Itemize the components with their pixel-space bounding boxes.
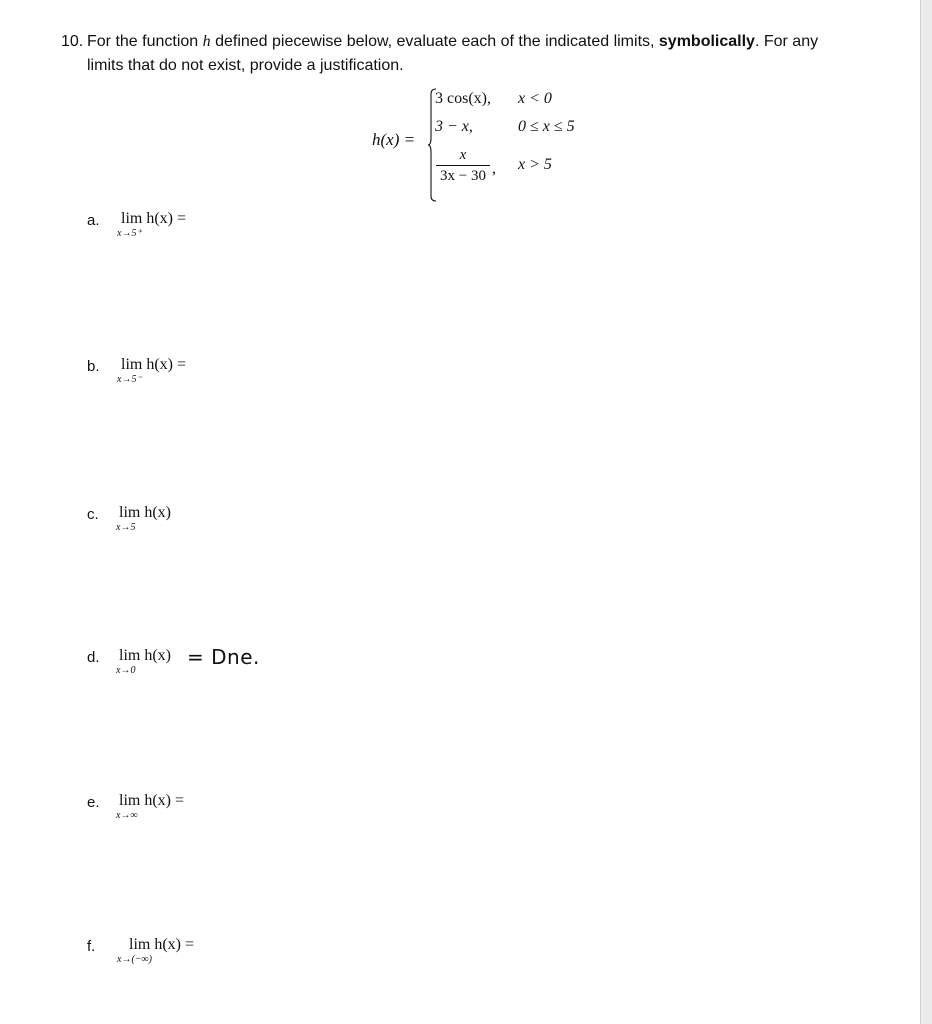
question-header (61, 30, 819, 74)
limit-expression: lim h(x) = (121, 356, 187, 373)
part-label: b. (87, 358, 100, 375)
part-label: f. (87, 938, 96, 955)
limit-subscript: x→5 (116, 522, 136, 533)
fraction-denominator: 3x − 30 (440, 168, 486, 184)
function-lhs: h(x) = (372, 130, 416, 149)
piecewise-function (372, 88, 612, 206)
case-1-expression: 3 cos(x), (435, 90, 491, 107)
function-symbol: h (202, 33, 211, 50)
case-3-fraction (436, 146, 490, 185)
question-text-end: . For any (754, 33, 819, 50)
case-1-condition: x < 0 (518, 90, 552, 107)
part-label: a. (87, 212, 100, 229)
question-text-start: For the function (87, 33, 203, 50)
handwritten-answer: = Dne. (187, 645, 260, 669)
limit-subscript: x→∞ (116, 810, 138, 821)
question-number: 10. (61, 33, 84, 50)
limit-expression: lim h(x) (119, 647, 171, 664)
limit-expression: lim h(x) = (119, 792, 185, 809)
case-3-comma: , (492, 160, 496, 177)
case-2-condition: 0 ≤ x ≤ 5 (518, 118, 575, 135)
part-label: d. (87, 649, 100, 666)
limit-subscript: x→(−∞) (117, 954, 152, 965)
limit-subscript: x→5⁺ (117, 228, 142, 239)
fraction-bar (436, 165, 490, 166)
page-edge (921, 0, 932, 1024)
question-text-line2: limits that do not exist, provide a justification. (87, 57, 404, 74)
limit-expression: lim h(x) = (129, 936, 195, 953)
part-label: e. (87, 794, 100, 811)
limit-subscript: x→5⁻ (117, 374, 142, 385)
fraction-numerator: x (459, 147, 467, 163)
bold-emphasis: symbolically (658, 33, 755, 50)
limit-subscript: x→0 (116, 665, 136, 676)
case-2-expression: 3 − x, (435, 118, 473, 135)
part-label: c. (87, 506, 99, 523)
case-3-condition: x > 5 (518, 156, 552, 173)
limit-expression: lim h(x) (119, 504, 171, 521)
limit-expression: lim h(x) = (121, 210, 187, 227)
question-text-middle: defined piecewise below, evaluate each of the indicated limits, (210, 33, 659, 50)
